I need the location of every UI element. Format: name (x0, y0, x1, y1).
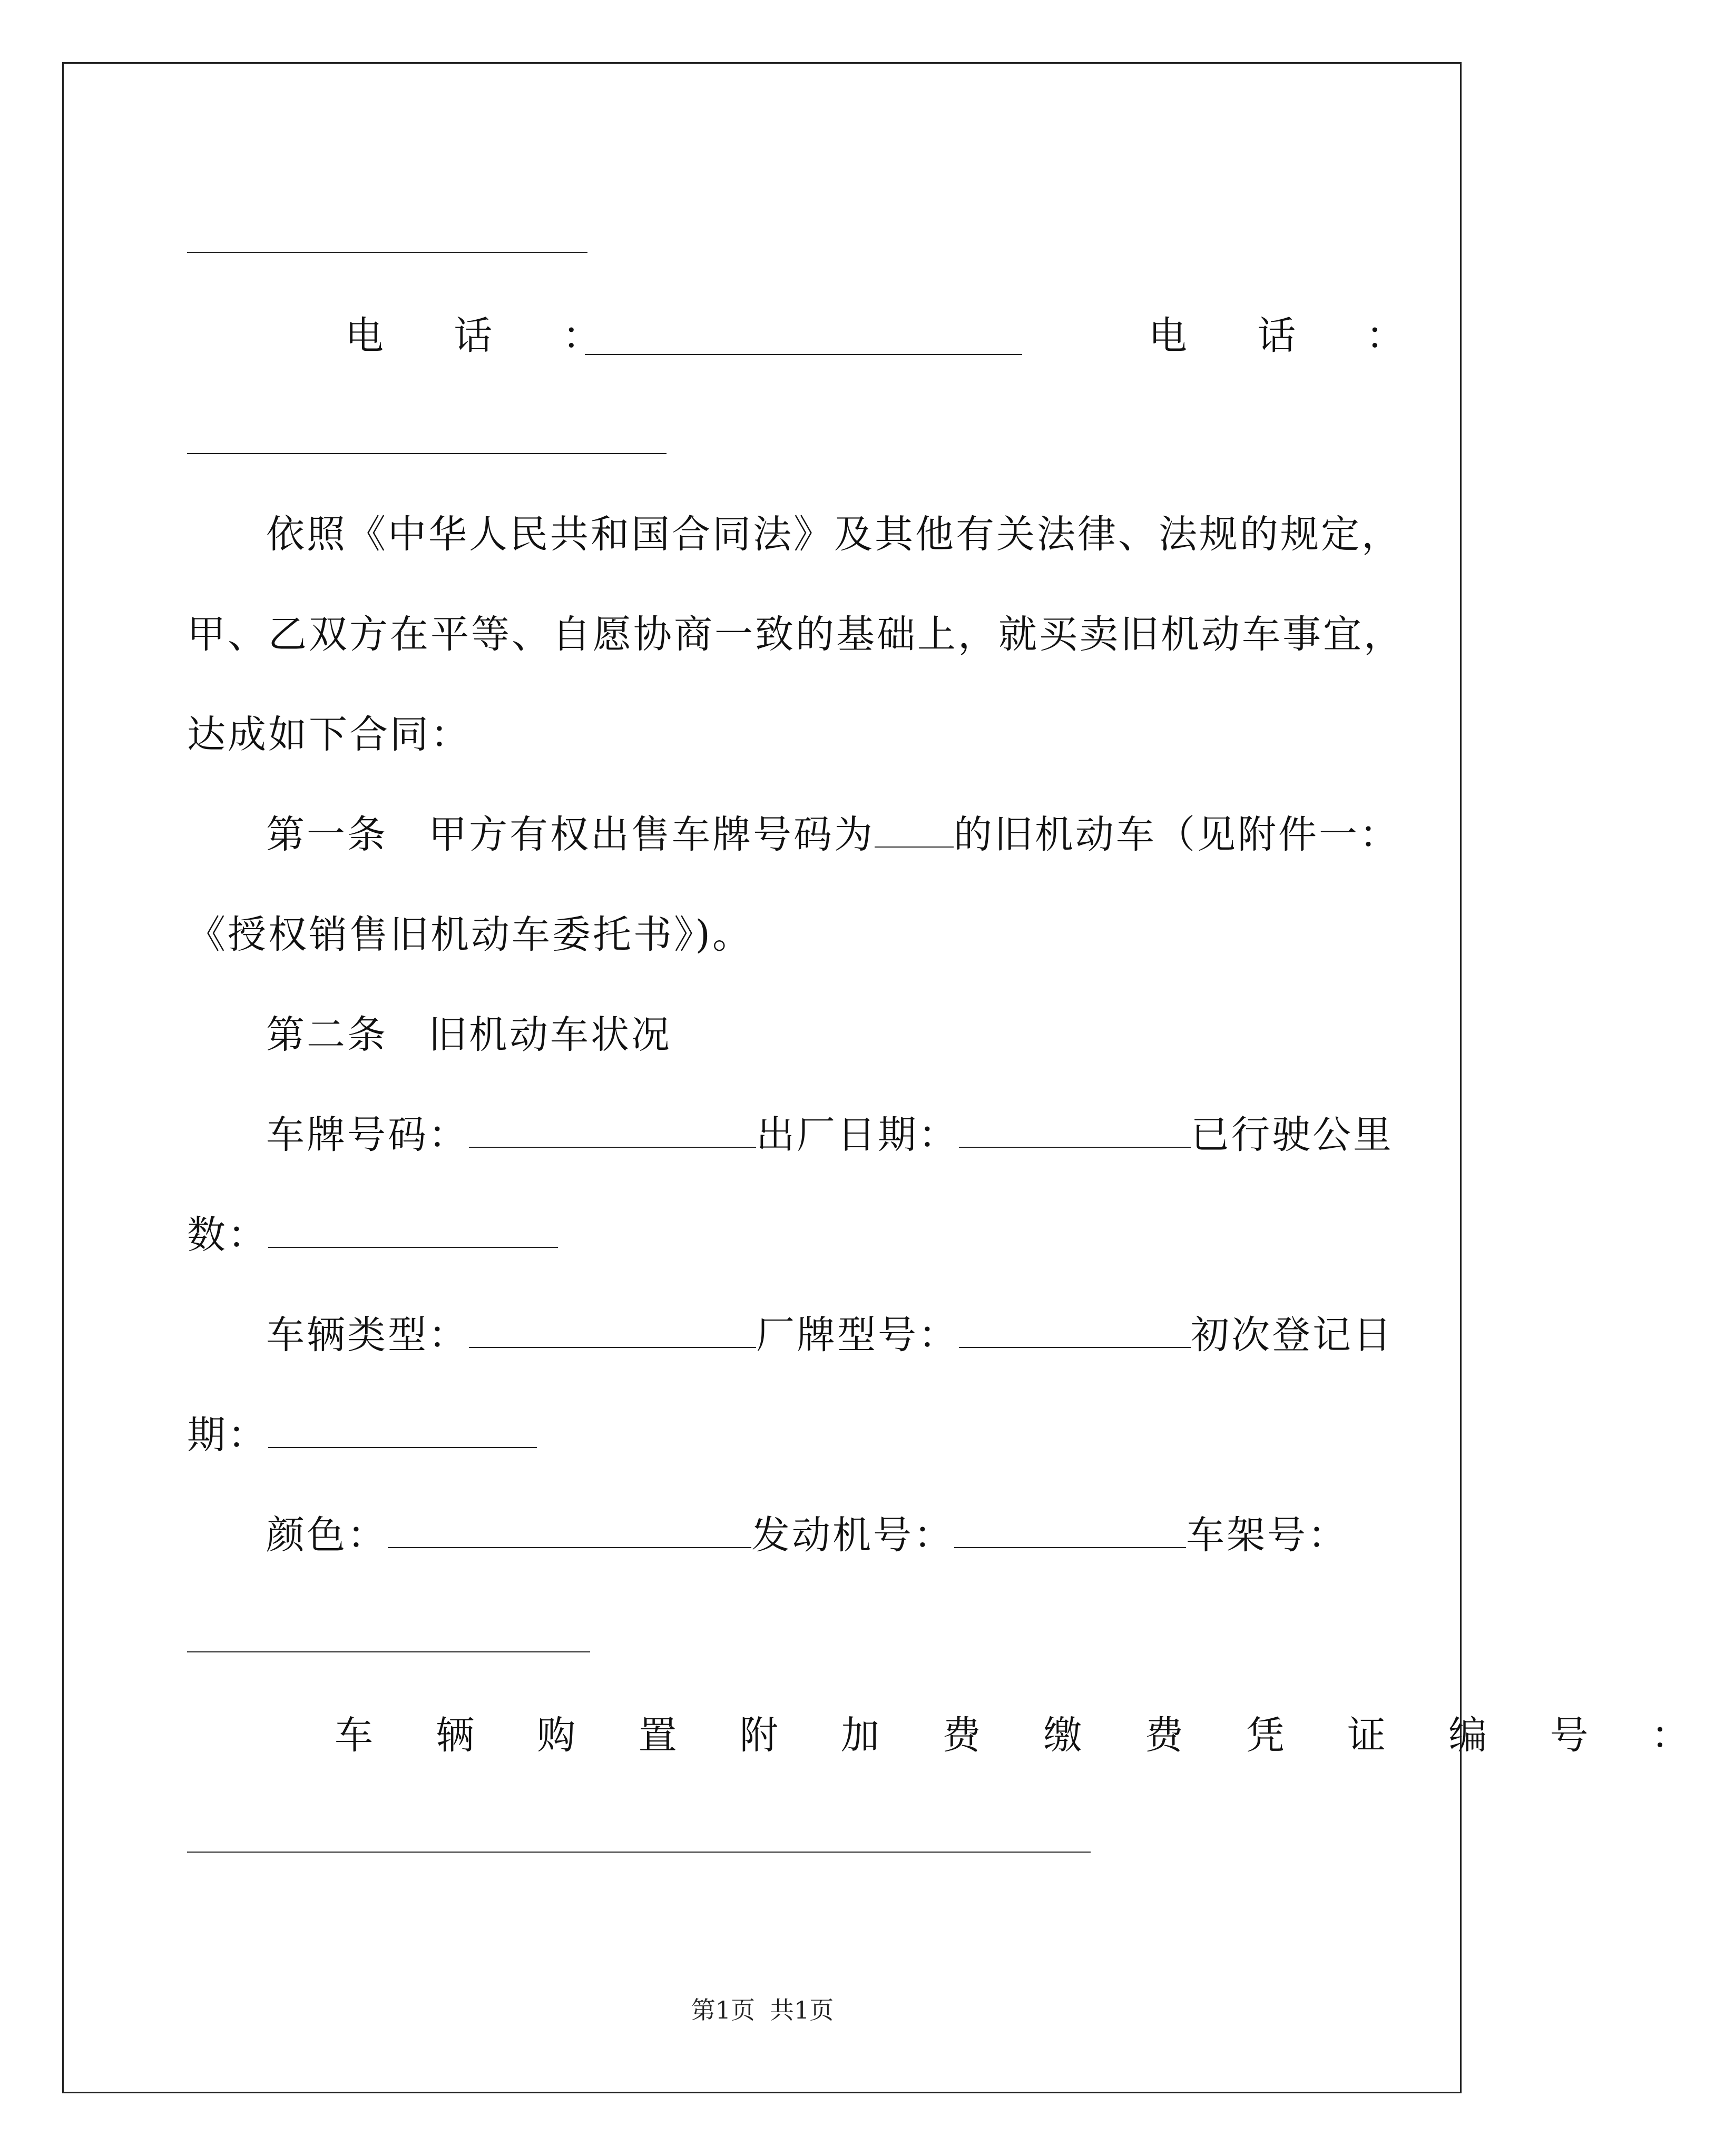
phone-blank-left[interactable] (585, 354, 1022, 355)
page-number: 第1页 (691, 1996, 755, 2024)
color-blank[interactable] (388, 1515, 751, 1548)
plate-blank[interactable] (469, 1115, 756, 1148)
frame-no-label: 车架号： (1186, 1513, 1348, 1558)
vehicle-type-label: 车辆类型： (266, 1313, 469, 1357)
blank-line-top (187, 252, 587, 253)
purchase-tax-label: 车 辆 购 置 附 加 费 缴 费 凭 证 编 号 ： (335, 1713, 1715, 1758)
brand-model-blank[interactable] (959, 1315, 1191, 1348)
first-reg-blank[interactable] (268, 1415, 537, 1448)
engine-no-label: 发动机号： (751, 1513, 954, 1558)
article-1-text-a: 第一条 甲方有权出售车牌号码为 (266, 812, 875, 857)
article-1-line-1 (266, 809, 1400, 861)
frame-no-blank[interactable] (187, 1651, 590, 1652)
vehicle-row-2 (266, 1309, 1394, 1362)
vehicle-row-1-cont (187, 1209, 558, 1262)
vehicle-row-3 (266, 1509, 1348, 1562)
mileage-blank[interactable] (268, 1215, 558, 1248)
factory-date-label: 出厂日期： (756, 1113, 959, 1157)
intro-line-2: 甲、乙双方在平等、自愿协商一致的基础上，就买卖旧机动车事宜， (187, 612, 1404, 657)
purchase-tax-blank[interactable] (187, 1852, 1091, 1853)
phone-blank-right[interactable] (187, 453, 667, 454)
color-label: 颜色： (266, 1513, 388, 1558)
intro-line-1: 依照《中华人民共和国合同法》及其他有关法律、法规的规定， (266, 512, 1402, 557)
mileage-label-b: 数： (187, 1213, 268, 1257)
vehicle-row-2-cont (187, 1409, 537, 1462)
phone-label-left: 电 话 ： (345, 313, 630, 358)
article-1-text-b: 的旧机动车（见附件一： (954, 812, 1400, 857)
mileage-label-a: 已行驶公里 (1191, 1113, 1394, 1157)
factory-date-blank[interactable] (959, 1115, 1191, 1148)
first-reg-label-a: 初次登记日 (1191, 1313, 1394, 1357)
vehicle-type-blank[interactable] (469, 1315, 756, 1348)
phone-label-right: 电 话 ： (1149, 313, 1434, 358)
page-border (62, 62, 1462, 2093)
vehicle-row-1 (266, 1109, 1394, 1161)
brand-model-label: 厂牌型号： (756, 1313, 959, 1357)
page-total: 共1页 (770, 1996, 834, 2024)
article-2-title: 第二条 旧机动车状况 (266, 1012, 672, 1057)
plate-label: 车牌号码： (266, 1113, 469, 1157)
page-footer (0, 1994, 1525, 2026)
plate-number-blank[interactable] (875, 815, 954, 848)
engine-no-blank[interactable] (954, 1515, 1186, 1548)
first-reg-label-b: 期： (187, 1413, 268, 1458)
intro-line-3: 达成如下合同： (187, 712, 471, 757)
article-1-line-2: 《授权销售旧机动车委托书》)。 (187, 912, 753, 957)
